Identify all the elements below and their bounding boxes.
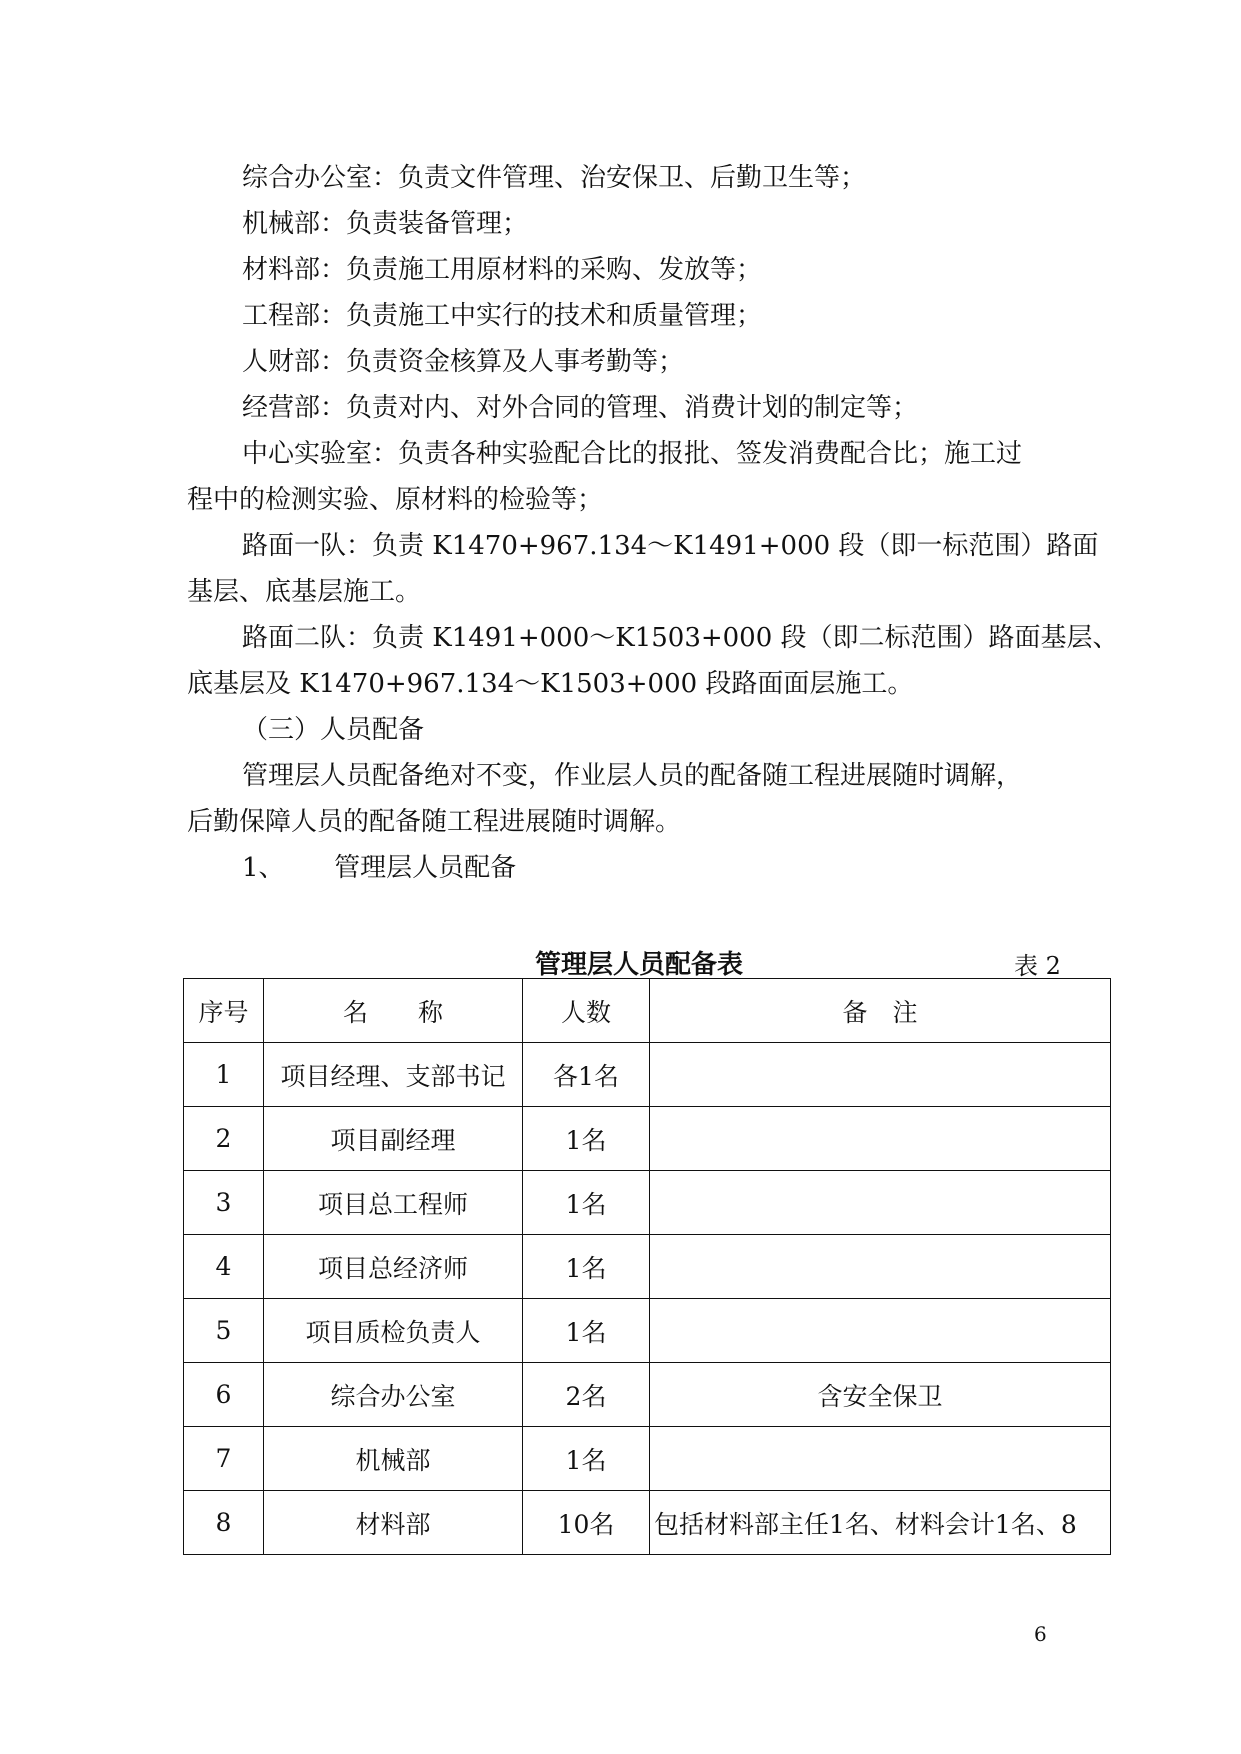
- paragraph-machinery: 机械部：负责装备管理；: [242, 209, 529, 239]
- cell-count: 1名: [523, 1427, 650, 1491]
- table-row: [184, 1235, 1111, 1299]
- cell-count: 1名: [523, 1107, 650, 1171]
- paragraph-engineering: 工程部：负责施工中实行的技术和质量管理；: [242, 301, 763, 331]
- table-number: 表 2: [1014, 952, 1061, 980]
- paragraph-business: 经营部：负责对内、对外合同的管理、消费计划的制定等；: [242, 393, 919, 423]
- table-header-row: [184, 979, 1111, 1043]
- header-count: 人数: [523, 979, 650, 1043]
- section-heading-staffing: （三）人员配备: [242, 715, 425, 745]
- cell-count: 1名: [523, 1171, 650, 1235]
- cell-index: 6: [184, 1363, 264, 1427]
- cell-notes: [650, 1235, 1111, 1299]
- cell-notes: [650, 1171, 1111, 1235]
- table-row: [184, 1299, 1111, 1363]
- cell-name: 材料部: [264, 1491, 523, 1555]
- paragraph-staffing-line2: 后勤保障人员的配备随工程进展随时调解。: [187, 807, 682, 837]
- cell-count: 2名: [523, 1363, 650, 1427]
- subsection-heading-management: 1、 管理层人员配备: [242, 853, 517, 883]
- cell-index: 7: [184, 1427, 264, 1491]
- cell-count: 10名: [523, 1491, 650, 1555]
- table-row: [184, 1427, 1111, 1491]
- header-notes: 备 注: [650, 979, 1111, 1043]
- header-index: 序号: [184, 979, 264, 1043]
- paragraph-team2-line2: 底基层及 K1470+967.134～K1503+000 段路面面层施工。: [187, 669, 914, 699]
- cell-notes: [650, 1043, 1111, 1107]
- cell-index: 5: [184, 1299, 264, 1363]
- table-row: [184, 1107, 1111, 1171]
- cell-count: 1名: [523, 1299, 650, 1363]
- cell-name: 项目质检负责人: [264, 1299, 523, 1363]
- paragraph-lab-line2: 程中的检测实验、原材料的检验等；: [187, 485, 604, 515]
- cell-notes: 含安全保卫: [650, 1363, 1111, 1427]
- paragraph-team1-line2: 基层、底基层施工。: [187, 577, 422, 607]
- cell-index: 1: [184, 1043, 264, 1107]
- table-row: [184, 1491, 1111, 1555]
- paragraph-office: 综合办公室：负责文件管理、治安保卫、后勤卫生等；: [242, 163, 867, 193]
- cell-notes: [650, 1299, 1111, 1363]
- table-row: [184, 1363, 1111, 1427]
- cell-notes: [650, 1107, 1111, 1171]
- cell-name: 综合办公室: [264, 1363, 523, 1427]
- cell-name: 机械部: [264, 1427, 523, 1491]
- table-row: [184, 1043, 1111, 1107]
- cell-notes: 包括材料部主任1名、材料会计1名、8: [650, 1491, 1111, 1555]
- cell-index: 3: [184, 1171, 264, 1235]
- paragraph-finance: 人财部：负责资金核算及人事考勤等；: [242, 347, 685, 377]
- page-number: 6: [1034, 1622, 1047, 1646]
- cell-name: 项目总工程师: [264, 1171, 523, 1235]
- cell-count: 1名: [523, 1235, 650, 1299]
- cell-index: 4: [184, 1235, 264, 1299]
- paragraph-staffing-line1: 管理层人员配备绝对不变，作业层人员的配备随工程进展随时调解，: [242, 761, 1023, 791]
- cell-name: 项目总经济师: [264, 1235, 523, 1299]
- cell-notes: [650, 1427, 1111, 1491]
- cell-count: 各1名: [523, 1043, 650, 1107]
- paragraph-team1-line1: 路面一队：负责 K1470+967.134～K1491+000 段（即一标范围）路面: [242, 531, 1099, 561]
- paragraph-materials: 材料部：负责施工用原材料的采购、发放等；: [242, 255, 763, 285]
- table-title: 管理层人员配备表: [535, 950, 744, 980]
- table-row: [184, 1171, 1111, 1235]
- cell-name: 项目副经理: [264, 1107, 523, 1171]
- staffing-table: [183, 978, 1111, 1555]
- cell-index: 8: [184, 1491, 264, 1555]
- paragraph-team2-line1: 路面二队：负责 K1491+000～K1503+000 段（即二标范围）路面基层、: [242, 623, 1119, 653]
- header-name: 名 称: [264, 979, 523, 1043]
- cell-index: 2: [184, 1107, 264, 1171]
- paragraph-lab-line1: 中心实验室：负责各种实验配合比的报批、签发消费配合比；施工过: [242, 439, 1023, 469]
- cell-name: 项目经理、支部书记: [264, 1043, 523, 1107]
